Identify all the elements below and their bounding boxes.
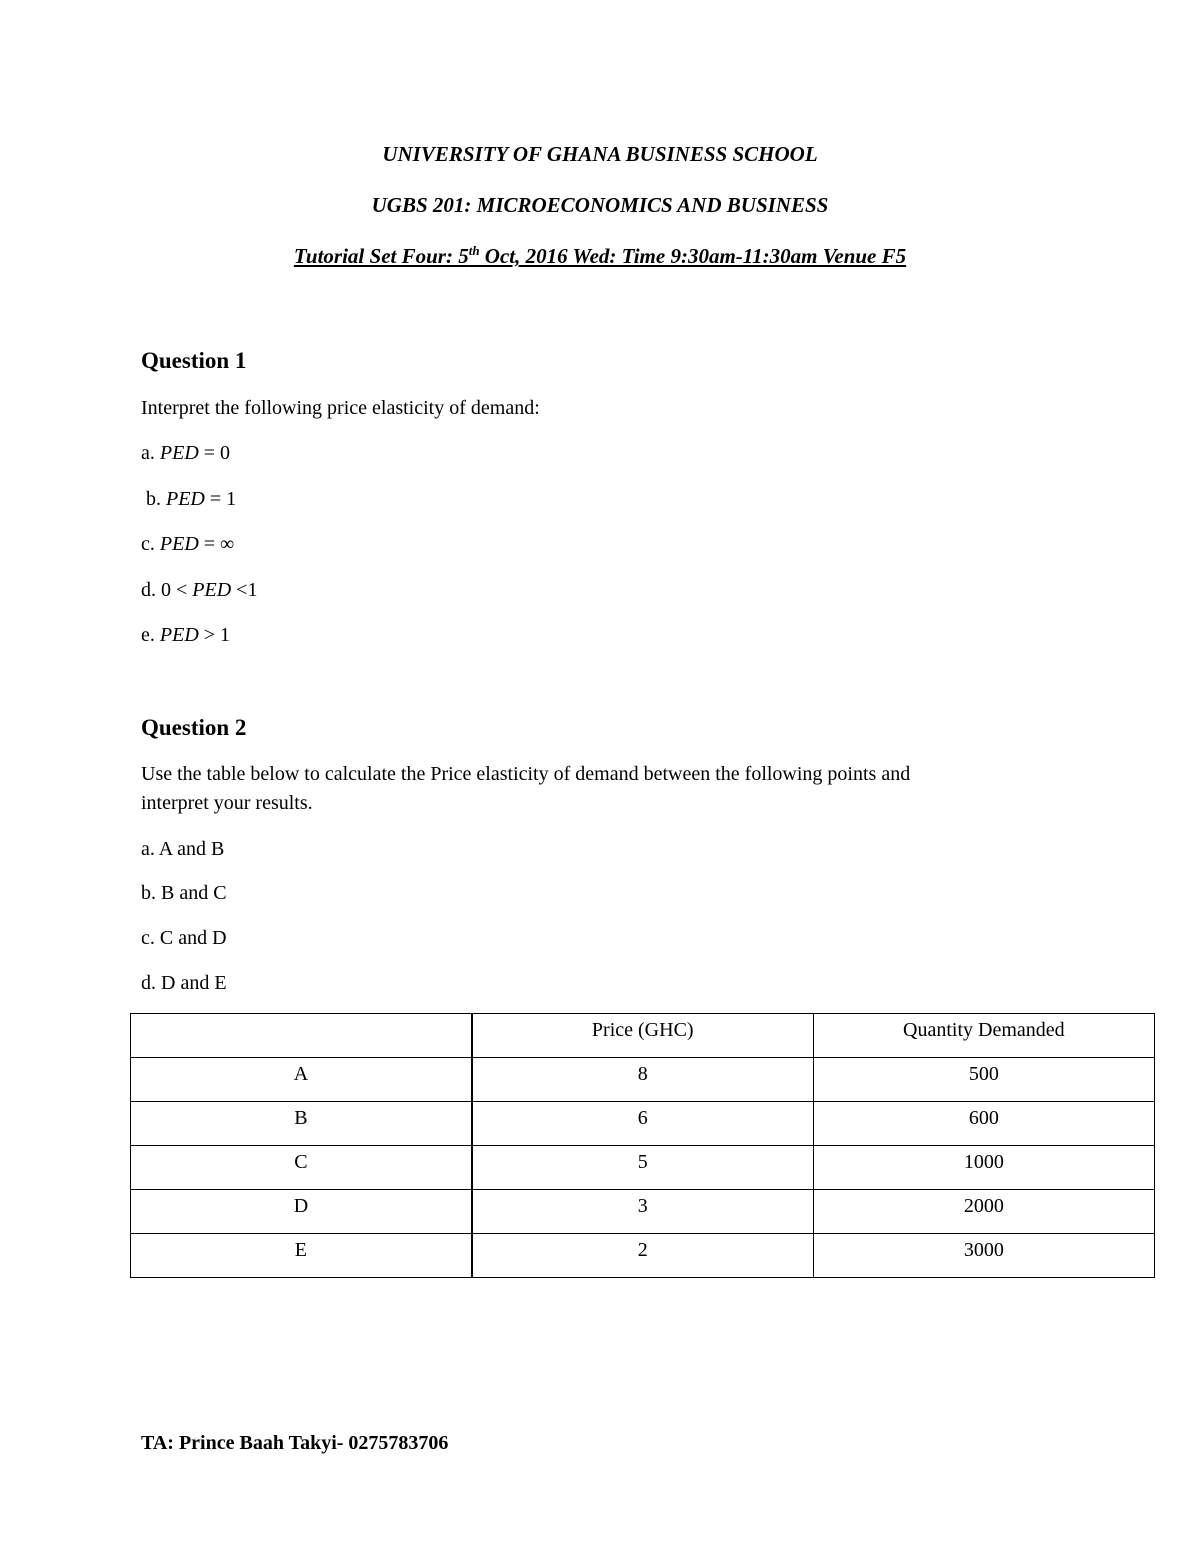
question-1-item <box>141 439 230 467</box>
table-cell: 2000 <box>813 1190 1154 1234</box>
tutorial-details-suffix: Oct, 2016 Wed: Time 9:30am-11:30am Venue F5 <box>479 244 907 268</box>
item-post: = ∞ <box>198 533 235 555</box>
item-post: = 0 <box>198 442 231 464</box>
question-1-item <box>141 530 234 558</box>
table-cell: 8 <box>472 1058 813 1102</box>
tutorial-details-prefix: Tutorial Set Four: 5 <box>293 244 469 268</box>
table-header-row <box>131 1014 1155 1058</box>
tutorial-details <box>0 242 1200 270</box>
table-header-cell: Price (GHC) <box>472 1014 813 1058</box>
table-cell: 5 <box>472 1146 813 1190</box>
question-2-prompt-line-2: interpret your results. <box>141 792 313 814</box>
table-header-cell: Quantity Demanded <box>813 1014 1154 1058</box>
question-1-item <box>141 621 230 649</box>
table-cell: 6 <box>472 1102 813 1146</box>
table-cell: 600 <box>813 1102 1154 1146</box>
item-label: a. <box>141 442 160 464</box>
table-cell: 500 <box>813 1058 1154 1102</box>
ta-contact: TA: Prince Baah Takyi- 0275783706 <box>141 1432 449 1454</box>
item-pre: 0 < <box>161 579 193 601</box>
question-2-item: d. D and E <box>141 972 227 994</box>
date-ordinal-suffix: th <box>468 243 480 258</box>
table-cell: 3000 <box>813 1234 1154 1278</box>
item-post: = 1 <box>204 488 237 510</box>
question-2-item: a. A and B <box>141 838 225 860</box>
question-2-item: c. C and D <box>141 927 227 949</box>
table-cell: A <box>131 1058 472 1102</box>
question-1-prompt: Interpret the following price elasticity of demand: <box>141 397 540 419</box>
table-row <box>131 1146 1155 1190</box>
question-2-heading: Question 2 <box>141 715 247 740</box>
item-math: PED <box>192 579 232 601</box>
table-cell: 2 <box>472 1234 813 1278</box>
table-row <box>131 1234 1155 1278</box>
table-row <box>131 1102 1155 1146</box>
question-1-item <box>141 576 257 604</box>
item-label: c. <box>141 533 160 555</box>
question-1-item <box>141 485 236 513</box>
table-cell: E <box>131 1234 472 1278</box>
table-header-cell <box>131 1014 472 1058</box>
course-title: UGBS 201: MICROECONOMICS AND BUSINESS <box>371 193 829 217</box>
item-label: b. <box>141 488 166 510</box>
item-post: <1 <box>231 579 258 601</box>
item-math: PED <box>159 533 199 555</box>
item-math: PED <box>166 488 205 510</box>
table-cell: B <box>131 1102 472 1146</box>
table-row <box>131 1058 1155 1102</box>
table-cell: 3 <box>472 1190 813 1234</box>
price-quantity-table <box>130 1013 1155 1278</box>
item-post: > 1 <box>198 624 231 646</box>
institution-title: UNIVERSITY OF GHANA BUSINESS SCHOOL <box>382 142 818 166</box>
table-cell: 1000 <box>813 1146 1154 1190</box>
item-math: PED <box>159 624 199 646</box>
question-2-item: b. B and C <box>141 882 227 904</box>
item-label: e. <box>141 624 160 646</box>
question-2-prompt-line-1: Use the table below to calculate the Price elasticity of demand between the following points and <box>141 763 911 785</box>
table-cell: C <box>131 1146 472 1190</box>
question-1-heading: Question 1 <box>141 348 247 373</box>
item-math: PED <box>159 442 199 464</box>
item-label: d. <box>141 579 161 601</box>
table-cell: D <box>131 1190 472 1234</box>
table-row <box>131 1190 1155 1234</box>
